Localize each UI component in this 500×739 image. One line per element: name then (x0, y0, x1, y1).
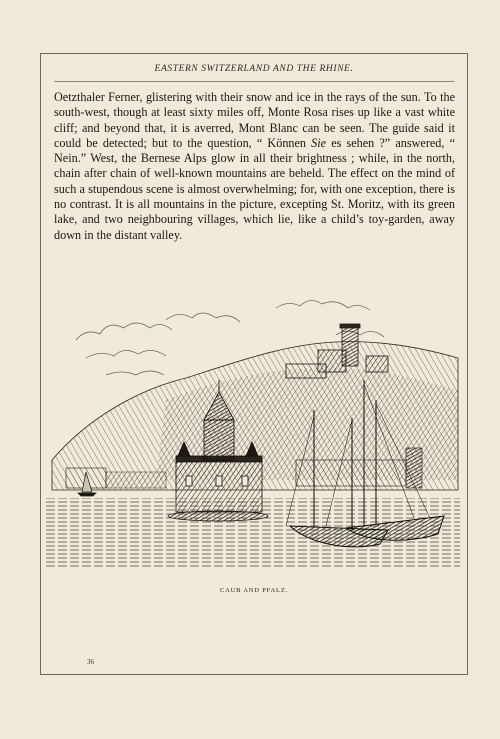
illustration-caption: CAUB AND PFALZ. (219, 587, 289, 594)
body-paragraph (54, 90, 455, 243)
body-text-part-1: Oetzthaler Ferner, glistering with their snow and ice in the rays of the sun. To the south-west, though at least sixty miles off, Monte Rosa rises up like a vast white cliff; and beyond that, it is averred, Mont Blanc can be seen. The guide said it could be detected; but to the question, “ Können (54, 90, 455, 150)
engraving-caub-and-pfalz (46, 280, 460, 580)
page-number: 36 (87, 658, 94, 666)
running-head: EASTERN SWITZERLAND AND THE RHINE. (154, 64, 354, 74)
header-rule (54, 81, 454, 82)
body-text-part-2: es sehen ?” answered, “ Nein.” West, the Bernese Alps glow in all their brightness ; while, in the north, chain after chain of well-known mountains are beheld. The effect on the mind of such a stupendous scene is almost overwhelming; for, with one exception, there is no contrast. It is all mountains in the picture, excepting St. Moritz, with its green lake, and two neighbouring villages, which lie, like a child’s toy-garden, away down in the distant valley. (54, 135, 455, 242)
body-text-italic: Sie (311, 135, 327, 150)
